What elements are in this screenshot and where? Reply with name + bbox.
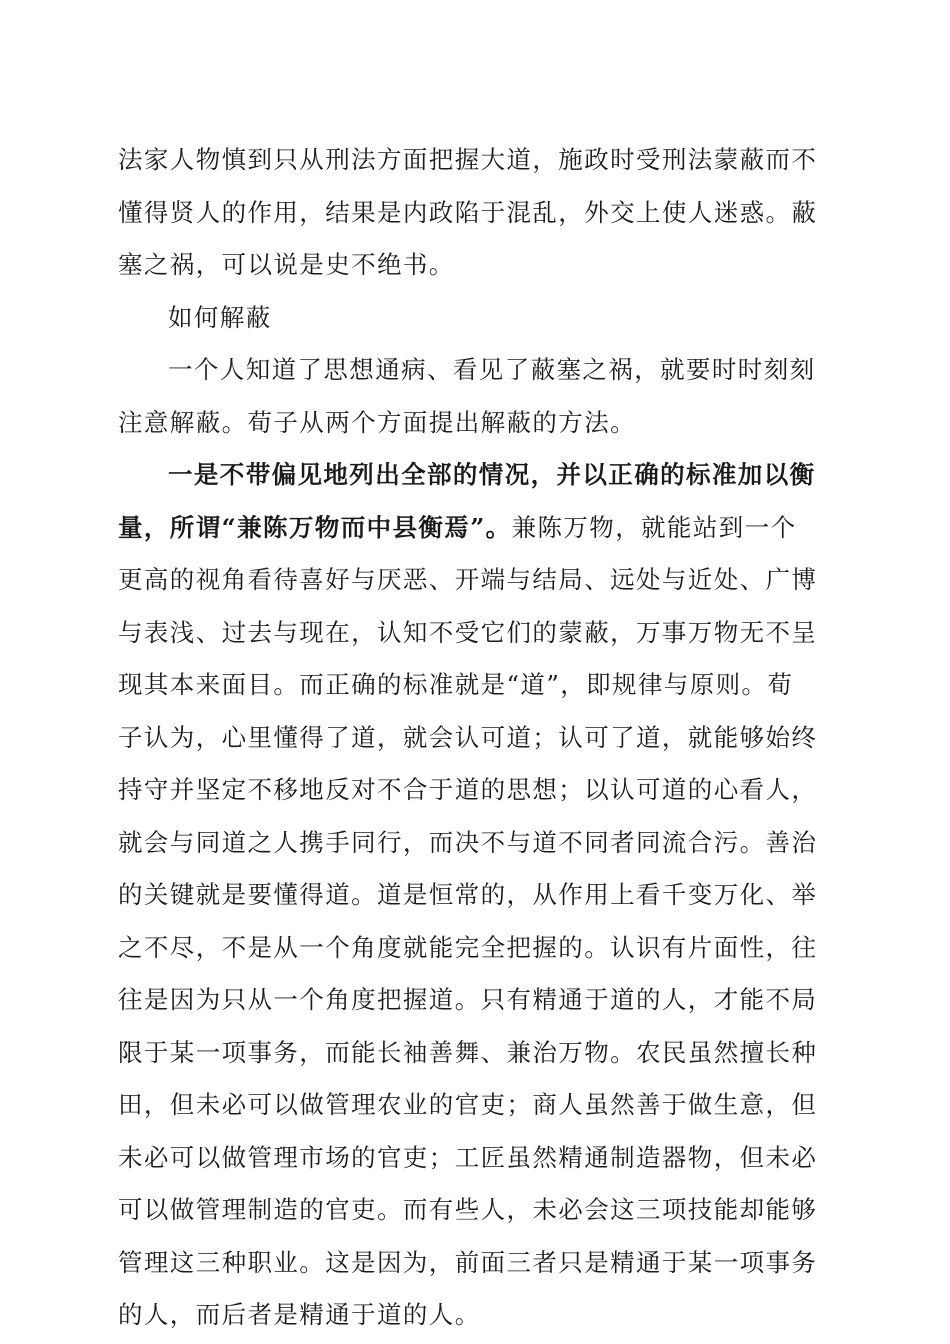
paragraph-line: 注意解蔽。荀子从两个方面提出解蔽的方法。	[118, 407, 636, 437]
paragraph-line: 子认为，心里懂得了道，就会认可道；认可了道，就能够始终	[118, 722, 818, 752]
paragraph-line: 兼陈万物，就能站到一个	[511, 512, 797, 542]
paragraph-line: 的关键就是要懂得道。道是恒常的，从作用上看千变万化、举	[118, 880, 818, 909]
paragraph-line: 与表浅、过去与现在，认知不受它们的蒙蔽，万事万物无不呈	[118, 617, 818, 647]
paragraph-line: 法家人物慎到只从刑法方面把握大道，施政时受刑法蒙蔽而不	[118, 145, 818, 174]
paragraph-line: 往是因为只从一个角度把握道。只有精通于道的人，才能不局	[118, 985, 818, 1014]
paragraph-line: 懂得贤人的作用，结果是内政陷于混乱，外交上使人迷惑。蔽	[118, 197, 818, 227]
paragraph-line: 之不尽，不是从一个角度就能完全把握的。认识有片面性，往	[118, 932, 818, 962]
paragraph-line: 持守并坚定不移地反对不合于道的思想；以认可道的心看人，	[118, 775, 818, 804]
bold-point-line: 量，所谓“兼陈万物而中县衡焉”。	[118, 512, 512, 542]
paragraph-line: 现其本来面目。而正确的标准就是“道”，即规律与原则。荀	[118, 670, 794, 699]
paragraph-line: 可以做管理制造的官吏。而有些人，未必会这三项技能却能够	[118, 1195, 818, 1224]
paragraph-line: 限于某一项事务，而能长袖善舞、兼治万物。农民虽然擅长种	[118, 1037, 818, 1067]
paragraph-line: 的人，而后者是精通于道的人。	[118, 1300, 481, 1329]
paragraph-line: 未必可以做管理市场的官吏；工匠虽然精通制造器物，但未必	[118, 1142, 818, 1172]
paragraph-line: 田，但未必可以做管理农业的官吏；商人虽然善于做生意，但	[118, 1090, 818, 1119]
bold-point-line: 一是不带偏见地列出全部的情况，并以正确的标准加以衡	[168, 460, 816, 489]
paragraph-line: 更高的视角看待喜好与厌恶、开端与结局、远处与近处、广博	[118, 565, 818, 594]
mixed-line	[118, 502, 828, 555]
paragraph-line: 一个人知道了思想通病、看见了蔽塞之祸，就要时时刻刻	[168, 355, 816, 384]
paragraph-line: 塞之祸，可以说是史不绝书。	[118, 250, 455, 279]
body-text	[118, 134, 828, 1342]
paragraph-line: 就会与同道之人携手同行，而决不与道不同者同流合污。善治	[118, 827, 818, 857]
section-heading: 如何解蔽	[168, 302, 272, 332]
paragraph-line: 管理这三种职业。这是因为，前面三者只是精通于某一项事务	[118, 1247, 818, 1277]
